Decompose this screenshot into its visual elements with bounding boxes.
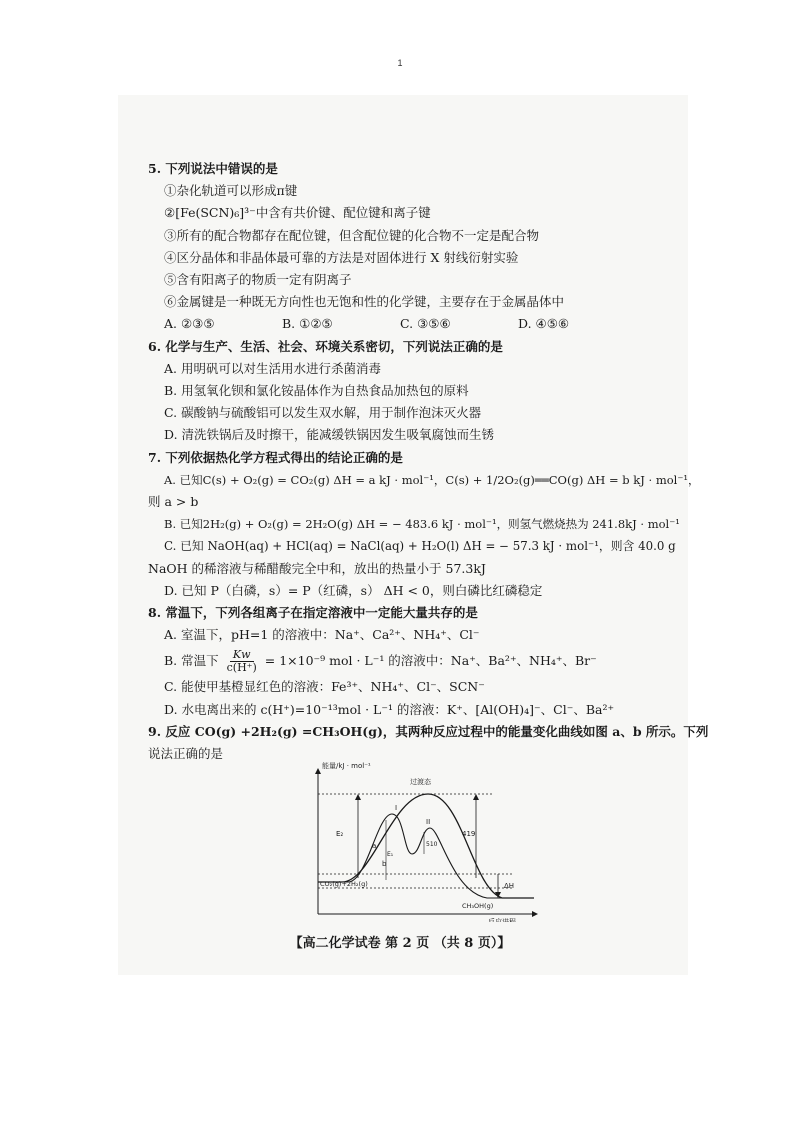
q6-stem: 6. 化学与生产、生活、社会、环境关系密切，下列说法正确的是 bbox=[148, 338, 503, 354]
label-510: 419 bbox=[462, 830, 476, 838]
label-419: E₂ bbox=[336, 830, 344, 838]
label-curve-b: b bbox=[382, 860, 387, 868]
x-axis-label: 反应进程 bbox=[488, 918, 516, 922]
energy-diagram bbox=[312, 762, 542, 922]
q7-option-b: B. 已知2H₂(g) + O₂(g) = 2H₂O(g) ΔH = − 483.6 kJ · mol⁻¹，则氢气燃烧热为 241.8kJ · mol⁻¹ bbox=[164, 517, 680, 532]
q5-option-a: A. ②③⑤ bbox=[164, 316, 215, 332]
q5-option-c: C. ③⑤⑥ bbox=[400, 316, 451, 332]
q7-stem: 7. 下列依据热化学方程式得出的结论正确的是 bbox=[148, 449, 403, 465]
y-axis-label: 能量/kJ · mol⁻¹ bbox=[322, 762, 371, 770]
arrow-510-head bbox=[473, 794, 479, 800]
q8-option-b-suffix: = 1×10⁻⁹ mol · L⁻¹ 的溶液中：Na⁺、Ba²⁺、NH₄⁺、Br⁻ bbox=[264, 653, 597, 669]
q5-options bbox=[148, 313, 668, 335]
q8-option-d: D. 水电离出来的 c(H⁺)=10⁻¹³mol · L⁻¹ 的溶液：K⁺、[Al(OH)₄]⁻、Cl⁻、Ba²⁺ bbox=[164, 701, 615, 717]
fraction-denominator: c(H⁺) bbox=[226, 661, 257, 675]
q5-stem: 5. 下列说法中错误的是 bbox=[148, 161, 278, 176]
q6-option-a: A. 用明矾可以对生活用水进行杀菌消毒 bbox=[164, 360, 381, 376]
y-axis-arrow bbox=[315, 768, 321, 774]
q5-item-5: ⑤含有阳离子的物质一定有阴离子 bbox=[164, 272, 352, 288]
kw-fraction bbox=[225, 649, 259, 674]
q5-item-1: ①杂化轨道可以形成π键 bbox=[164, 183, 298, 199]
page-number: 1 bbox=[397, 58, 403, 68]
q9-stem: 9. 反应 CO(g) +2H₂(g) =CH₃OH(g)，其两种反应过程中的能量变化曲线如图 a、b 所示。下列 bbox=[148, 723, 709, 739]
q7-option-d: D. 已知 P（白磷，s）= P（红磷，s） ΔH < 0，则白磷比红磷稳定 bbox=[164, 582, 543, 598]
q5-option-b: B. ①②⑤ bbox=[282, 316, 333, 332]
q5-item-6: ⑥金属键是一种既无方向性也无饱和性的化学键，主要存在于金属晶体中 bbox=[164, 294, 565, 310]
q5-item-2: ②[Fe(SCN)₆]³⁻中含有共价键、配位键和离子键 bbox=[164, 205, 431, 221]
label-e2: 510 bbox=[426, 841, 438, 848]
q5-item-4: ④区分晶体和非晶体最可靠的方法是对固体进行 X 射线衍射实验 bbox=[164, 249, 519, 265]
label-reactants: CO₂(g)+2H₂(g) bbox=[320, 880, 368, 888]
q8-option-a: A. 室温下，pH=1 的溶液中：Na⁺、Ca²⁺、NH₄⁺、Cl⁻ bbox=[164, 627, 480, 643]
q8-option-b-prefix: B. 常温下 bbox=[164, 653, 219, 669]
arrow-419-head bbox=[355, 794, 361, 800]
q7-option-a-cont: 则 a > b bbox=[148, 494, 199, 510]
x-axis-arrow bbox=[532, 911, 538, 917]
q8-option-c: C. 能使甲基橙显红色的溶液：Fe³⁺、NH₄⁺、Cl⁻、SCN⁻ bbox=[164, 679, 485, 695]
q8-stem: 8. 常温下，下列各组离子在指定溶液中一定能大量共存的是 bbox=[148, 605, 478, 621]
energy-diagram-svg bbox=[312, 762, 542, 922]
q7-option-c: C. 已知 NaOH(aq) + HCl(aq) = NaCl(aq) + H₂O(l) ΔH = − 57.3 kJ · mol⁻¹，则含 40.0 g bbox=[164, 539, 676, 554]
label-delta-h: ΔH bbox=[504, 882, 515, 890]
q6-option-d: D. 清洗铁锅后及时擦干，能减缓铁锅因发生吸氧腐蚀而生锈 bbox=[164, 427, 495, 443]
label-e1: E₁ bbox=[387, 851, 394, 858]
q5-option-d: D. ④⑤⑥ bbox=[518, 316, 570, 332]
q6-option-c: C. 碳酸钠与硫酸铝可以发生双水解，用于制作泡沫灭火器 bbox=[164, 405, 482, 421]
fraction-numerator: Kw bbox=[230, 649, 254, 662]
label-transition-state: 过渡态 bbox=[410, 778, 431, 786]
q7-option-a: A. 已知C(s) + O₂(g) = CO₂(g) ΔH = a kJ · mol⁻¹，C(s) + 1/2O₂(g)══CO(g) ΔH = b kJ · mol⁻¹， bbox=[164, 472, 700, 487]
q8-option-b bbox=[148, 646, 668, 676]
q9-stem-cont: 说法正确的是 bbox=[148, 746, 224, 762]
label-curve-a: a bbox=[372, 842, 377, 850]
exam-content bbox=[148, 158, 709, 765]
label-peak-1: I bbox=[395, 804, 398, 812]
q6-option-b: B. 用氢氧化钡和氯化铵晶体作为自热食品加热包的原料 bbox=[164, 383, 469, 399]
q5-item-3: ③所有的配合物都存在配位键，但含配位键的化合物不一定是配合物 bbox=[164, 227, 540, 243]
label-product: CH₃OH(g) bbox=[462, 902, 494, 910]
q7-option-c-cont: NaOH 的稀溶液与稀醋酸完全中和，放出的热量小于 57.3kJ bbox=[148, 560, 486, 576]
page-footer: 【高二化学试卷 第 2 页 （共 8 页）】 bbox=[289, 936, 511, 951]
label-peak-2: II bbox=[426, 818, 431, 826]
